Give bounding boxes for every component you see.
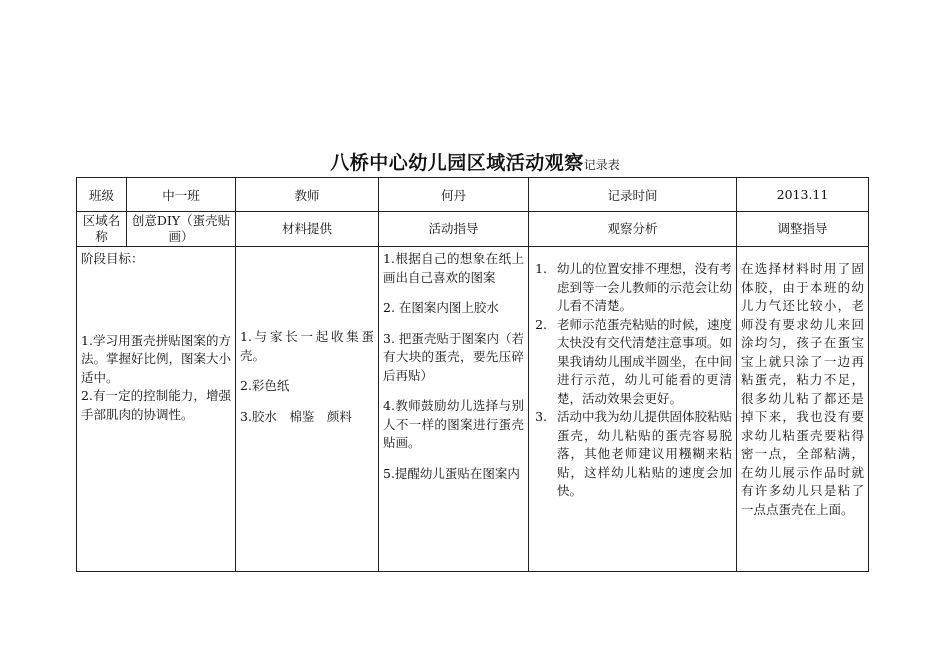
sub-header-adjustment: 调整指导: [737, 212, 869, 247]
goal-item: 2.有一定的控制能力，增强手部肌肉的协调性。: [81, 388, 231, 422]
guidance-item: 3. 把蛋壳贴于图案内（若有大块的蛋壳，要先压碎后再贴）: [383, 330, 524, 383]
material-item: 2.彩色纸: [240, 378, 290, 393]
header-cell-class-value: 中一班: [127, 178, 236, 212]
guidance-item: 2. 在图案内图上胶水: [383, 300, 499, 315]
sub-header-materials: 材料提供: [236, 212, 379, 247]
title-suffix: 记录表: [583, 158, 620, 172]
guidance-cell: [379, 247, 529, 572]
analysis-item: 3. 活动中我为幼儿提供固体胶粘贴蛋壳，幼儿粘贴的蛋壳容易脱落，其他老师建议用糨糊来粘贴，这样幼儿粘贴的速度会加快。: [551, 408, 732, 501]
goals-cell: [77, 247, 236, 572]
body-row: [77, 247, 869, 572]
material-item: 1.与家长一起收集蛋壳。: [240, 329, 374, 363]
header-cell-time-label: 记录时间: [529, 178, 737, 212]
sub-header-row: [77, 212, 869, 247]
guidance-item: 1.根据自己的想象在纸上画出自己喜欢的图案: [383, 251, 524, 285]
sub-header-area-label: 区域名称: [77, 212, 127, 247]
materials-cell: [236, 247, 379, 572]
goal-heading: 阶段目标：: [81, 251, 144, 266]
header-row: [77, 178, 869, 212]
guidance-item: 4.教师鼓励幼儿选择与别人不一样的图案进行蛋壳贴画。: [383, 398, 524, 450]
analysis-cell: [529, 247, 737, 572]
adjustment-text: 在选择材料时用了固体胶，由于本班的幼儿力气还比较小，老师没有要求幼儿来回涂均匀，孩子在蛋宝宝上就只涂了一边再粘蛋壳，粘力不足，很多幼儿粘了都还是掉下来，我也没有要求幼儿粘蛋壳要粘得密一点，全部粘满，在幼儿展示作品时就有许多幼儿只是粘了一点点蛋壳在上面。: [741, 261, 864, 517]
title-main: 八桥中心幼儿园区域活动观察: [330, 152, 584, 174]
sub-header-guidance: 活动指导: [379, 212, 529, 247]
document-title: [0, 148, 950, 175]
sub-header-area-value: 创意DIY（蛋壳贴画）: [127, 212, 236, 247]
material-item: 3.胶水 棉鉴 颜料: [240, 408, 352, 424]
analysis-item: 2. 老师示范蛋壳粘贴的时候，速度太快没有交代清楚注意事项。如果我请幼儿围成半圆坐，在中间进行示范，幼儿可能看的更清楚，活动效果会更好。: [551, 316, 732, 409]
header-cell-teacher-label: 教师: [236, 178, 379, 212]
header-cell-teacher-value: 何丹: [379, 178, 529, 212]
goal-item: 1.学习用蛋壳拼贴图案的方法。掌握好比例，图案大小适中。: [81, 332, 232, 385]
observation-table: [76, 177, 869, 572]
header-cell-time-value: 2013.11: [737, 178, 869, 212]
guidance-item: 5.提醒幼儿蛋贴在图案内: [383, 465, 520, 481]
adjustment-cell: [737, 247, 869, 572]
sub-header-analysis: 观察分析: [529, 212, 737, 247]
header-cell-class-label: 班级: [77, 178, 127, 212]
analysis-item: 1. 幼儿的位置安排不理想，没有考虑到等一会儿教师的示范会让幼儿看不清楚。: [551, 260, 732, 316]
